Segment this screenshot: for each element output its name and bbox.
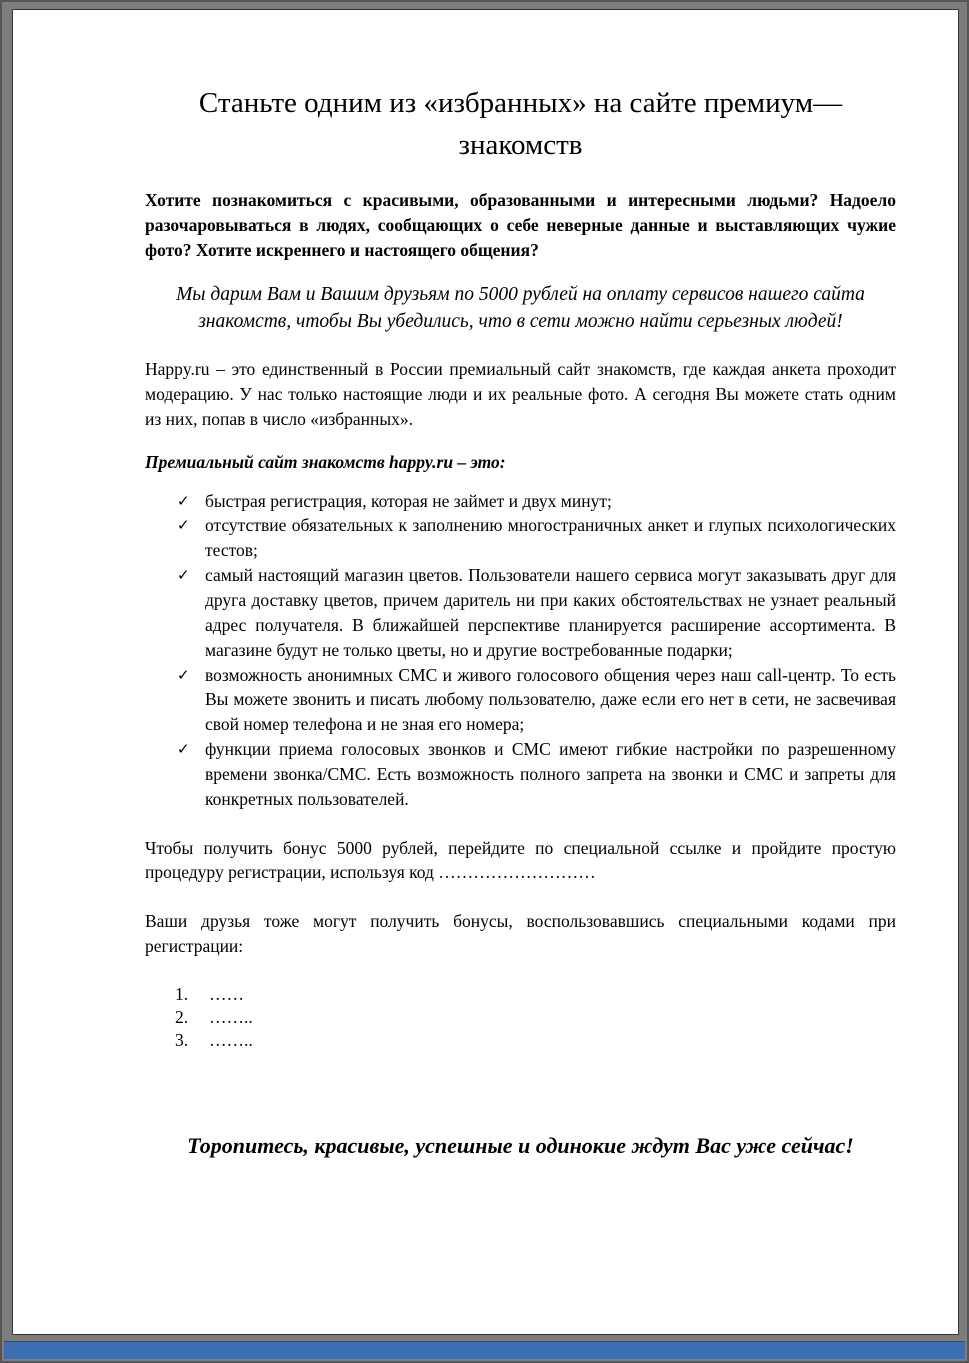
feature-text: самый настоящий магазин цветов. Пользователи нашего сервиса могут заказывать друг для друга доставку цветов, причем даритель ни при каких обстоятельствах не узнает реальный адрес получателя. В ближайшей перспективе планируется расширение ассортимента. В магазине будут не только цветы, но и другие востребованные подарки; <box>205 565 896 660</box>
code-number: 1. <box>175 983 189 1004</box>
intro-paragraph: Хотите познакомиться с красивыми, образованными и интересными людьми? Надоело разочаровываться в людях, сообщающих о себе неверные данные и выставляющих чужие фото? Хотите искреннего и настоящего общения? <box>145 190 896 260</box>
feature-text: быстрая регистрация, которая не займет и двух минут; <box>205 490 612 511</box>
code-number: 3. <box>175 1029 189 1050</box>
about-paragraph: Happy.ru – это единственный в России премиальный сайт знакомств, где каждая анкета проходит модерацию. У нас только настоящие люди и их реальные фото. А сегодня Вы можете стать одним из них, попав в число «избранных». <box>145 359 896 429</box>
bonus-paragraph: Чтобы получить бонус 5000 рублей, перейдите по специальной ссылке и пройдите простую процедуру регистрации, используя код ……………………… <box>145 837 896 883</box>
code-item <box>175 1006 896 1029</box>
feature-text: возможность анонимных СМС и живого голосового общения через наш call-центр. То есть Вы можете звонить и писать любому пользователю, даже если его нет в сети, не засвечивая свой номер телефона и не зная его номера; <box>205 664 896 735</box>
feature-item <box>177 663 896 738</box>
window-bottom-bar <box>4 1341 965 1359</box>
code-text: …….. <box>209 1029 253 1050</box>
code-item <box>175 983 896 1006</box>
document-title: Станьте одним из «избранных» на сайте премиум—знакомств <box>198 87 843 162</box>
gift-paragraph: Мы дарим Вам и Вашим друзьям по 5000 рублей на оплату сервисов нашего сайта знакомств, чтобы Вы убедились, что в сети можно найти серьезных людей! <box>176 283 865 332</box>
friends-paragraph: Ваши друзья тоже могут получить бонусы, воспользовавшись специальными кодами при регистрации: <box>145 911 896 957</box>
feature-item <box>177 737 896 812</box>
features-list <box>145 489 896 812</box>
closing-paragraph: Торопитесь, красивые, успешные и одинокие ждут Вас уже сейчас! <box>187 1132 854 1158</box>
code-number: 2. <box>175 1006 189 1027</box>
code-text: …… <box>209 983 244 1004</box>
checkmark-icon: ✓ <box>177 491 190 510</box>
feature-item <box>177 489 896 514</box>
code-text: …….. <box>209 1006 253 1027</box>
checkmark-icon: ✓ <box>177 516 190 535</box>
feature-text: отсутствие обязательных к заполнению многостраничных анкет и глупых психологических тестов; <box>205 515 896 561</box>
checkmark-icon: ✓ <box>177 566 190 585</box>
feature-text: функции приема голосовых звонков и СМС имеют гибкие настройки по разрешенному времени звонка/СМС. Есть возможность полного запрета на звонки и СМС и запреты для конкретных пользователей. <box>205 739 896 809</box>
checkmark-icon: ✓ <box>177 740 190 759</box>
feature-item <box>177 563 896 662</box>
code-item <box>175 1029 896 1052</box>
document-page <box>12 9 959 1335</box>
feature-item <box>177 513 896 563</box>
checkmark-icon: ✓ <box>177 665 190 684</box>
features-heading: Премиальный сайт знакомств happy.ru – это: <box>145 451 506 472</box>
codes-list <box>145 983 896 1052</box>
